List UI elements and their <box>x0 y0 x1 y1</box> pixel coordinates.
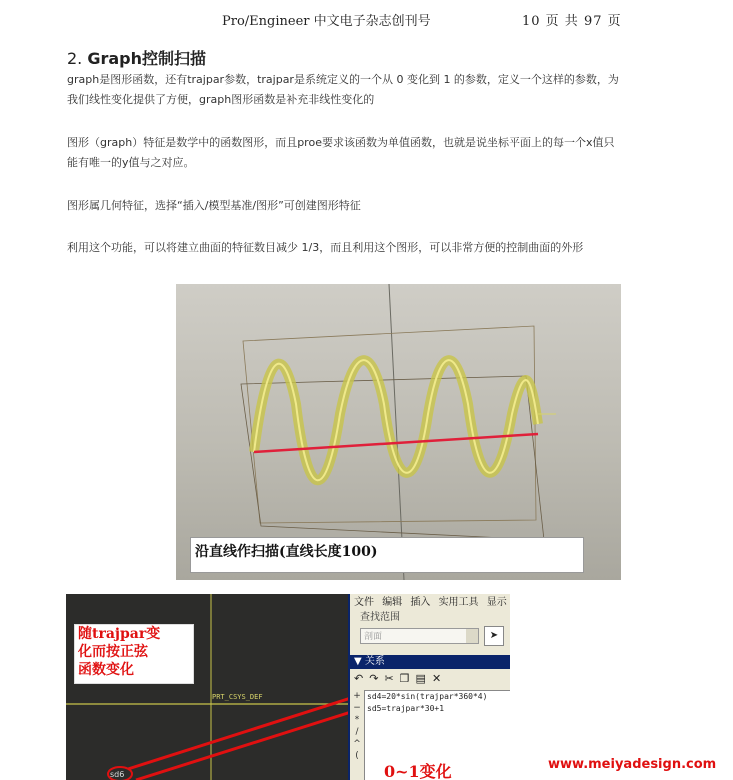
menu-bar <box>350 594 510 611</box>
pointer-icon[interactable]: ➤ <box>484 626 504 646</box>
note-line-3: 函数变化 <box>78 662 134 678</box>
cad-geometry <box>66 594 348 780</box>
dimension-label: sd6 <box>110 770 125 779</box>
section-heading <box>67 46 206 69</box>
collapse-icon: ▼ <box>354 656 365 667</box>
redo-icon[interactable]: ↷ <box>369 672 385 685</box>
relations-toolbar <box>354 672 510 688</box>
figure1-caption-text: 沿直线作扫描(直线长度100) <box>195 544 378 560</box>
relation-line-2: sd5=trajpar*30+1 <box>367 704 445 713</box>
menu-file[interactable]: 文件 <box>354 597 374 608</box>
menu-utilities[interactable]: 实用工具 <box>438 597 479 608</box>
page-header <box>0 8 733 30</box>
paragraph-graph-benefit: 利用这个功能，可以将建立曲面的特征数目减少 1/3，而且利用这个图形，可以非常方便的控制曲面的外形 <box>67 241 584 254</box>
cut-icon[interactable]: ✂ <box>384 672 400 685</box>
sweep-figure <box>176 284 621 580</box>
undo-icon[interactable]: ↶ <box>354 672 370 685</box>
section-title: Graph控制扫描 <box>87 49 207 68</box>
range-label: 0~1变化 <box>384 762 452 780</box>
relation-line-1: sd4=20*sin(trajpar*360*4) <box>367 692 488 701</box>
copy-icon[interactable]: ❐ <box>399 672 416 685</box>
magazine-title: Pro/Engineer 中文电子杂志创刊号 <box>222 14 431 29</box>
paragraph-graph-definition: 图形（graph）特征是数学中的函数图形，而且proe要求该函数为单值函数，也就是说坐标平面上的每一个x值只能有唯一的y值与之对应。 <box>67 136 615 169</box>
relations-section-header[interactable] <box>350 655 510 669</box>
paste-icon[interactable]: ▤ <box>415 672 432 685</box>
note-line-2: 化而按正弦 <box>78 644 148 660</box>
cad-viewport <box>66 594 348 780</box>
sine-note <box>74 624 194 684</box>
chevron-down-icon[interactable] <box>466 629 478 643</box>
pointer-arrow-2 <box>136 712 348 780</box>
page-indicator: 10 页 共 97 页 <box>522 14 622 29</box>
scope-select[interactable] <box>360 628 479 644</box>
sine-sweep-illustration <box>176 284 621 580</box>
paragraph-graph-creation: 图形属几何特征，选择“插入/模型基准/图形”可创建图形特征 <box>67 199 361 212</box>
menu-display[interactable]: 显示 <box>486 597 507 608</box>
delete-icon[interactable]: ✕ <box>431 672 448 685</box>
csys-label: PRT_CSYS_DEF <box>212 693 263 701</box>
figure1-caption <box>190 537 584 573</box>
relations-figure <box>66 594 510 780</box>
operator-gutter: + − * / ^ ( <box>353 691 361 761</box>
relations-dialog <box>348 594 510 780</box>
relations-title: 关系 <box>364 656 385 667</box>
menu-edit[interactable]: 编辑 <box>382 597 403 608</box>
paragraph-graph-intro: graph是图形函数，还有trajpar参数，trajpar是系统定义的一个从 0 变化到 1 的参数，定义一个这样的参数，为我们线性变化提供了方便，graph图形函数是补充非线性变化的 <box>67 73 619 106</box>
section-number: 2. <box>67 49 83 68</box>
menu-insert[interactable]: 插入 <box>410 597 431 608</box>
find-scope-label: 查找范围 <box>360 612 400 623</box>
note-line-1: 随trajpar变 <box>78 626 161 642</box>
pointer-arrow-1 <box>128 698 348 769</box>
scope-select-value: 剖面 <box>364 632 383 642</box>
site-watermark: www.meiyadesign.com <box>548 757 717 772</box>
